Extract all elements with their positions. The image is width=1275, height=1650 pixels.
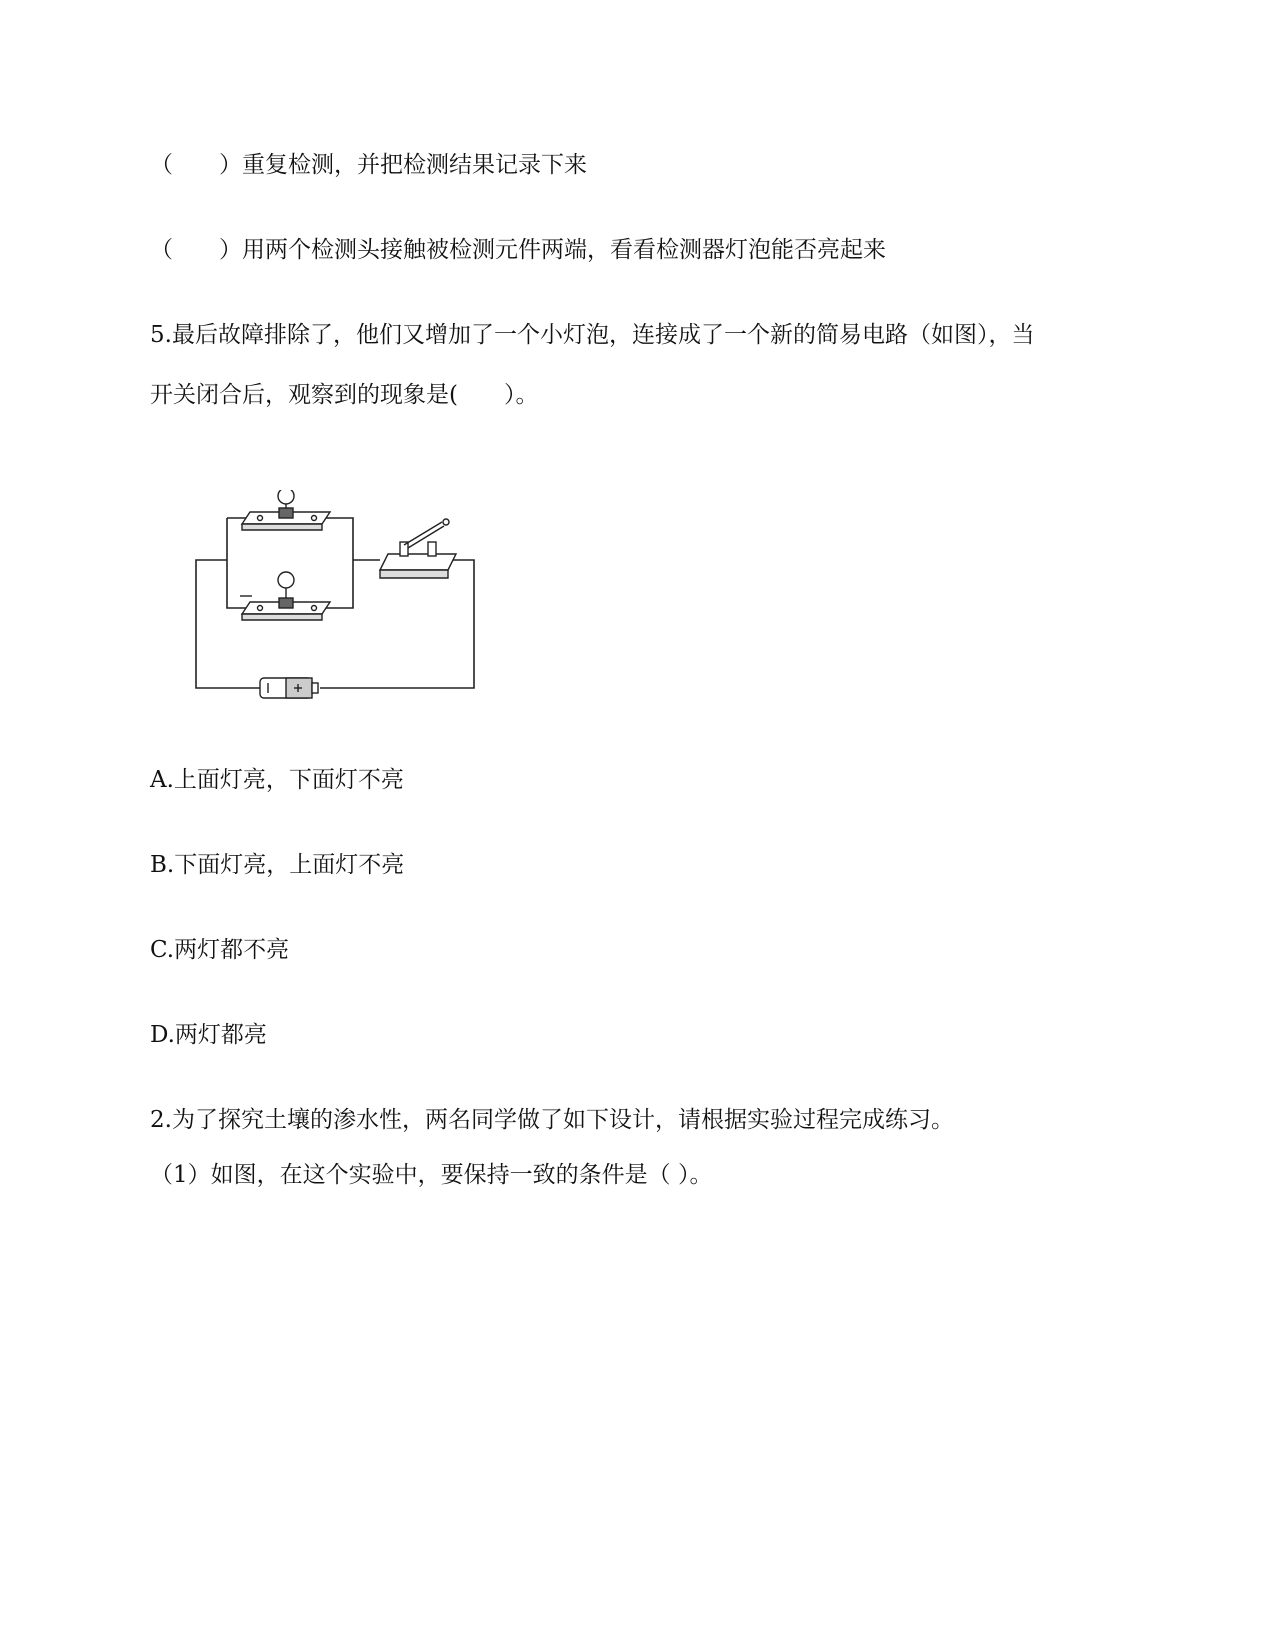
- option-a: A.上面灯亮，下面灯不亮: [150, 767, 404, 793]
- knife-switch-icon: [380, 519, 456, 578]
- step-repeat-text: （ ）重复检测，并把检测结果记录下来: [150, 152, 587, 178]
- option-c: C.两灯都不亮: [150, 937, 290, 963]
- question-5-line-1: 5.最后故障排除了，他们又增加了一个小灯泡，连接成了一个新的简易电路（如图），当: [150, 322, 1035, 348]
- battery-icon: [260, 678, 318, 698]
- top-bulb-icon: [242, 490, 330, 530]
- bottom-bulb-icon: [240, 572, 330, 620]
- question-5-line-2: 开关闭合后，观察到的现象是( ）。: [150, 382, 539, 408]
- step-touch-text: （ ）用两个检测头接触被检测元件两端，看看检测器灯泡能否亮起来: [150, 237, 886, 263]
- question-2-title: 2.为了探究土壤的渗水性，两名同学做了如下设计，请根据实验过程完成练习。: [150, 1107, 954, 1133]
- option-b: B.下面灯亮，上面灯不亮: [150, 852, 405, 878]
- parallel-circuit-figure: [190, 490, 490, 720]
- option-d: D.两灯都亮: [150, 1022, 267, 1048]
- question-2-sub-1: （1）如图，在这个实验中，要保持一致的条件是（ ）。: [150, 1162, 713, 1188]
